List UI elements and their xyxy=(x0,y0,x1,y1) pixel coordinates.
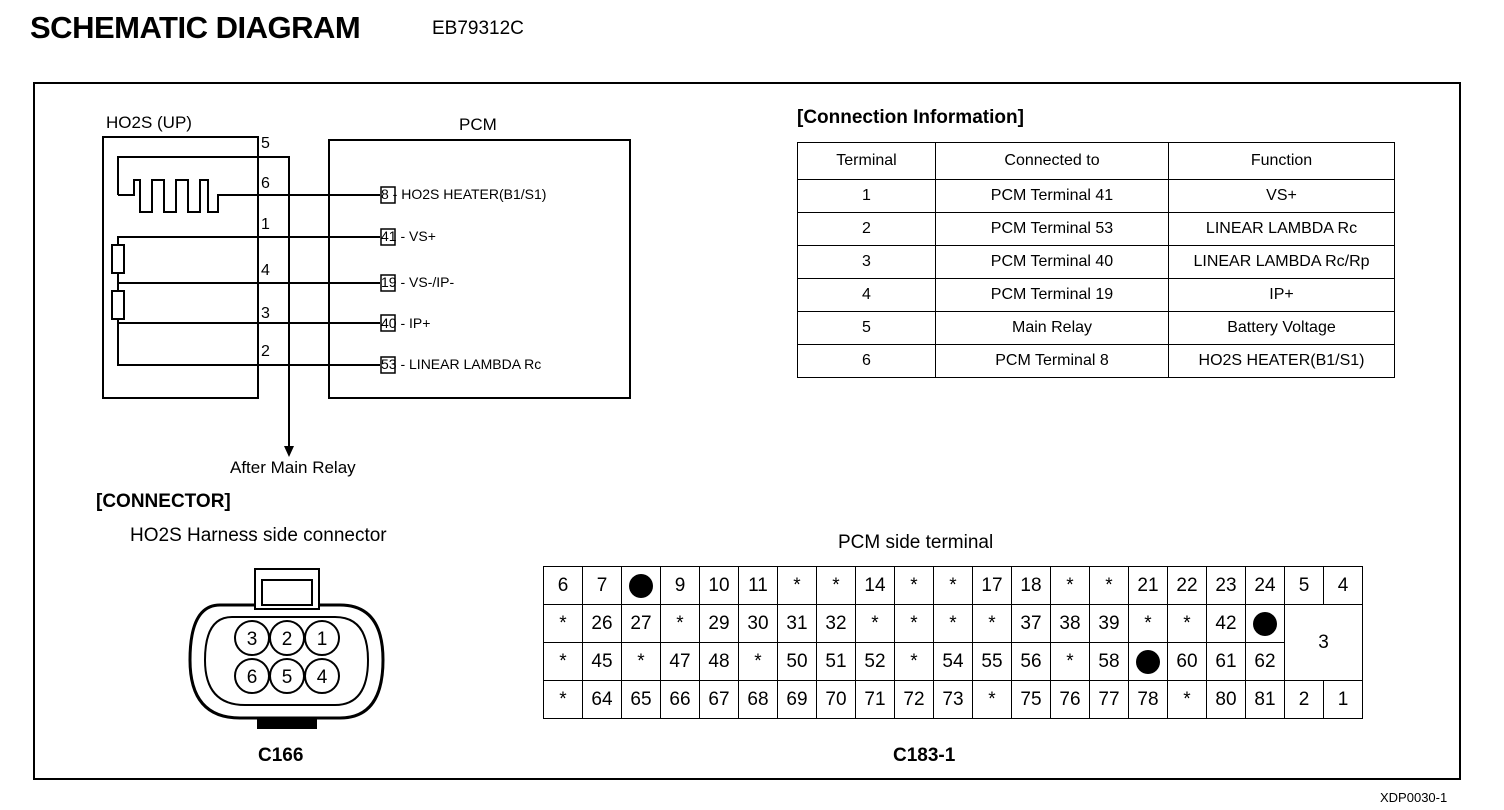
connector-title: [CONNECTOR] xyxy=(96,491,231,512)
harness-pin xyxy=(270,621,304,655)
pcm-terminal-cell: 18 xyxy=(1012,567,1051,605)
pcm-terminal-cell: 73 xyxy=(934,681,973,719)
pcm-terminal-cell: 71 xyxy=(856,681,895,719)
pcm-terminal-cell: 31 xyxy=(778,605,817,643)
pcm-terminal-cell: 37 xyxy=(1012,605,1051,643)
pcm-terminal-cell: 47 xyxy=(661,643,700,681)
table-row: 5 Main Relay Battery Voltage xyxy=(798,312,1395,345)
pcm-terminal-cell: * xyxy=(895,567,934,605)
pcm-terminal-cell: 75 xyxy=(1012,681,1051,719)
pcm-terminal-cell: * xyxy=(856,605,895,643)
pcm-terminal-cell: 78 xyxy=(1129,681,1168,719)
pcm-terminal-cell: 56 xyxy=(1012,643,1051,681)
pcm-terminal-cell: * xyxy=(544,605,583,643)
pcm-terminal-cell: 65 xyxy=(622,681,661,719)
pcm-terminal-cell: * xyxy=(934,605,973,643)
pcm-terminal-cell: 5 xyxy=(1285,567,1324,605)
pcm-terminal-cell: 27 xyxy=(622,605,661,643)
pcm-terminal-cell: 29 xyxy=(700,605,739,643)
filled-terminal-icon xyxy=(1253,612,1277,636)
pcm-terminal-cell: 6 xyxy=(544,567,583,605)
pcm-terminal-cell: * xyxy=(1168,605,1207,643)
pcm-terminal-cell: 32 xyxy=(817,605,856,643)
pcm-terminal-cell: 68 xyxy=(739,681,778,719)
ho2s-label: HO2S (UP) xyxy=(106,113,192,132)
pcm-terminal-cell: 66 xyxy=(661,681,700,719)
column-header: Terminal xyxy=(798,143,936,180)
pcm-terminal-cell: * xyxy=(622,643,661,681)
table-row: 3 PCM Terminal 40 LINEAR LAMBDA Rc/Rp xyxy=(798,246,1395,279)
pcm-terminal-cell: 23 xyxy=(1207,567,1246,605)
pin-label: 3 xyxy=(261,305,270,322)
pcm-terminal-cell: 69 xyxy=(778,681,817,719)
harness-pin xyxy=(235,621,269,655)
pcm-terminal-cell: 64 xyxy=(583,681,622,719)
table-row: 2 PCM Terminal 53 LINEAR LAMBDA Rc xyxy=(798,213,1395,246)
svg-text:5: 5 xyxy=(281,667,293,688)
pcm-terminal-cell: 24 xyxy=(1246,567,1285,605)
svg-text:3: 3 xyxy=(246,629,258,650)
pcm-terminal-cell: 21 xyxy=(1129,567,1168,605)
pcm-terminal-cell: 52 xyxy=(856,643,895,681)
pcm-terminal-cell: 1 xyxy=(1324,681,1363,719)
pcm-terminal-cell: 72 xyxy=(895,681,934,719)
pcm-terminal-cell: 4 xyxy=(1324,567,1363,605)
pcm-terminal-cell: * xyxy=(544,643,583,681)
pcm-terminal-cell xyxy=(1246,605,1285,643)
pcm-terminal-cell xyxy=(622,567,661,605)
harness-connector-label: HO2S Harness side connector xyxy=(130,525,387,546)
pcm-terminal-cell: 54 xyxy=(934,643,973,681)
pcm-terminal-cell: 51 xyxy=(817,643,856,681)
pcm-connector-id: C183-1 xyxy=(893,745,956,766)
pcm-terminal-cell: 77 xyxy=(1090,681,1129,719)
pin-label: 2 xyxy=(261,343,270,360)
pcm-terminal-cell: 62 xyxy=(1246,643,1285,681)
pcm-terminal-cell: 80 xyxy=(1207,681,1246,719)
pcm-terminal-cell: * xyxy=(895,605,934,643)
filled-terminal-icon xyxy=(1136,650,1160,674)
svg-text:2: 2 xyxy=(281,629,293,650)
pcm-terminal-cell: * xyxy=(1051,567,1090,605)
pcm-terminal-cell: * xyxy=(1051,643,1090,681)
pcm-terminal-cell: 26 xyxy=(583,605,622,643)
pcm-terminal-cell: 61 xyxy=(1207,643,1246,681)
pcm-terminal-cell: 30 xyxy=(739,605,778,643)
pin-label: 6 xyxy=(261,175,270,192)
pcm-terminal-19: 19 - VS-/IP- xyxy=(381,274,455,290)
harness-connector-id: C166 xyxy=(258,745,304,766)
column-header: Connected to xyxy=(936,143,1169,180)
connection-info-title: [Connection Information] xyxy=(797,107,1024,128)
pcm-terminal-cell: 42 xyxy=(1207,605,1246,643)
pcm-terminal-cell: 45 xyxy=(583,643,622,681)
figure-code: XDP0030-1 xyxy=(1380,790,1448,805)
pcm-terminal-cell: * xyxy=(778,567,817,605)
pcm-terminal-cell: 50 xyxy=(778,643,817,681)
pin-label: 1 xyxy=(261,216,270,233)
pcm-terminal-cell: 55 xyxy=(973,643,1012,681)
pcm-terminal-cell: 22 xyxy=(1168,567,1207,605)
harness-pin xyxy=(305,621,339,655)
svg-text:6: 6 xyxy=(246,667,258,688)
column-header: Function xyxy=(1169,143,1395,180)
pcm-terminal-cell xyxy=(1129,643,1168,681)
pcm-terminal-cell: 14 xyxy=(856,567,895,605)
pin-label: 4 xyxy=(261,262,270,279)
harness-pin xyxy=(305,659,339,693)
svg-text:4: 4 xyxy=(316,667,328,688)
table-row xyxy=(544,567,1363,605)
pcm-terminal-cell: 10 xyxy=(700,567,739,605)
pcm-terminal-53: 53 - LINEAR LAMBDA Rc xyxy=(381,356,542,372)
pcm-terminal-cell: 70 xyxy=(817,681,856,719)
pcm-terminal-cell: 81 xyxy=(1246,681,1285,719)
table-row: 1 PCM Terminal 41 VS+ xyxy=(798,180,1395,213)
pcm-terminal-cell: * xyxy=(739,643,778,681)
pcm-terminal-cell: 48 xyxy=(700,643,739,681)
pcm-terminal-cell: 2 xyxy=(1285,681,1324,719)
harness-pin xyxy=(270,659,304,693)
pin-label: 5 xyxy=(261,135,270,152)
pcm-terminal-cell: * xyxy=(895,643,934,681)
pcm-terminal-cell: * xyxy=(1090,567,1129,605)
pcm-terminal-label: PCM side terminal xyxy=(838,532,994,553)
pcm-terminal-cell: * xyxy=(934,567,973,605)
pcm-terminal-cell: * xyxy=(973,605,1012,643)
pcm-terminal-cell: * xyxy=(661,605,700,643)
pcm-terminal-cell: 9 xyxy=(661,567,700,605)
pcm-terminal-cell: 7 xyxy=(583,567,622,605)
table-row xyxy=(544,643,1363,681)
svg-text:1: 1 xyxy=(316,629,328,650)
pcm-label: PCM xyxy=(459,115,497,134)
pcm-terminal-cell: 11 xyxy=(739,567,778,605)
page-title: SCHEMATIC DIAGRAM xyxy=(30,10,361,45)
table-row: 6 PCM Terminal 8 HO2S HEATER(B1/S1) xyxy=(798,345,1395,378)
table-row: 4 PCM Terminal 19 IP+ xyxy=(798,279,1395,312)
pcm-terminal-cell: * xyxy=(817,567,856,605)
pcm-terminal-cell: * xyxy=(1168,681,1207,719)
pcm-terminal-grid xyxy=(543,566,1363,719)
pcm-terminal-cell: 58 xyxy=(1090,643,1129,681)
pcm-terminal-cell: 76 xyxy=(1051,681,1090,719)
document-code: EB79312C xyxy=(432,18,524,39)
pcm-terminal-cell: 3 xyxy=(1285,605,1363,681)
after-main-relay-label: After Main Relay xyxy=(230,458,356,477)
pcm-terminal-40: 40 - IP+ xyxy=(381,315,431,331)
pcm-terminal-cell: 67 xyxy=(700,681,739,719)
pcm-terminal-cell: * xyxy=(973,681,1012,719)
pcm-terminal-cell: 38 xyxy=(1051,605,1090,643)
pcm-terminal-cell: 60 xyxy=(1168,643,1207,681)
pcm-terminal-41: 41 - VS+ xyxy=(381,228,436,244)
table-row xyxy=(544,605,1363,643)
table-row xyxy=(544,681,1363,719)
pcm-terminal-8: 8 - HO2S HEATER(B1/S1) xyxy=(381,186,547,202)
pcm-terminal-cell: * xyxy=(1129,605,1168,643)
filled-terminal-icon xyxy=(629,574,653,598)
harness-pin xyxy=(235,659,269,693)
pcm-terminal-cell: * xyxy=(544,681,583,719)
pcm-terminal-cell: 17 xyxy=(973,567,1012,605)
pcm-terminal-cell: 39 xyxy=(1090,605,1129,643)
